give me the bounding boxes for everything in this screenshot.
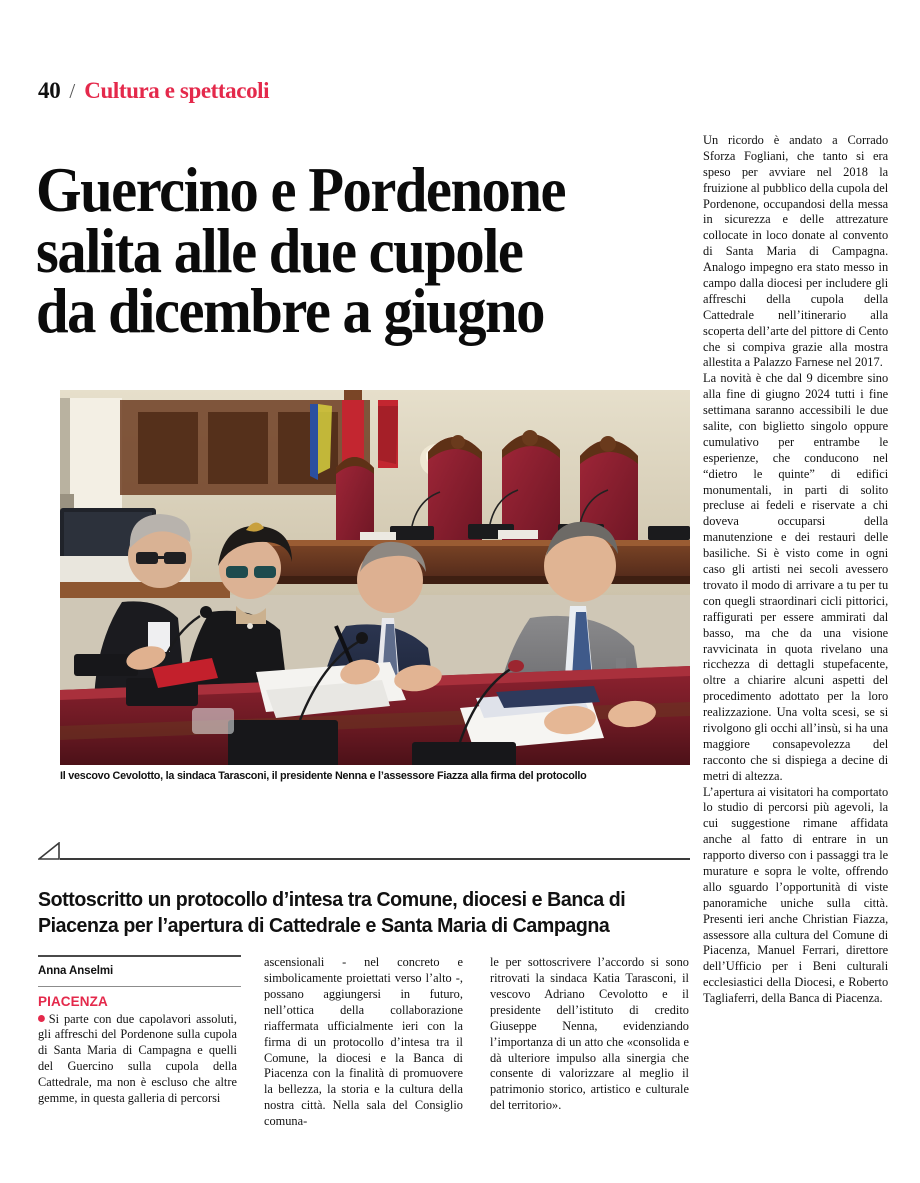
article-dateline: PIACENZA bbox=[38, 993, 108, 1009]
divider-line bbox=[60, 858, 690, 860]
byline-rule-bottom bbox=[38, 986, 241, 987]
byline-rule-top bbox=[38, 955, 241, 957]
article-subhead bbox=[38, 887, 664, 939]
section-title: Cultura e spettacoli bbox=[84, 78, 270, 103]
folio-separator: / bbox=[69, 79, 76, 103]
sidebar-paragraph-3: L’apertura ai visitatori ha comportato lo studio di percorsi più agevoli, la cui suggestione rimane affidata anche al fatto di entrare in un rapporto diverso con i passaggi tra le murature e sopra le volte, offrendo allo sguardo l’opportunità di viste panoramiche uniche sulla città. Presenti ieri anche Christian Fiazza, assessore alla cultura del Comune di Piacenza, Manuel Ferrari, direttore dell’Ufficio per i Beni culturali ecclesiastici della Diocesi, e Roberto Tagliaferri, della Banca di Piacenza. bbox=[703, 784, 889, 1006]
article-photo bbox=[60, 390, 690, 765]
headline-line-1: Guercino e Pordenone bbox=[36, 155, 565, 226]
subhead-line-1: Sottoscritto un protocollo d’intesa tra Comune, diocesi e Banca di bbox=[38, 888, 626, 911]
sidebar-paragraph-2: La novità è che dal 9 dicembre sino alla fine di giugno 2024 tutti i fine settimana saranno accessibili le due salite, con biglietto singolo oppure cumulativo per entrambe le esperienze, che conducono nel “dietro le quinte” di edifici monumentali, in parti di solito precluse ai fedeli e riservate a chi doveva occuparsi della manutenzione e dei restauri delle basiliche. Si è visto come in ogni caso gli artisti nei secoli avessero trovato il modo di arrivare a tu per tu con quegli straordinari cicli pittorici, raffigurati per essere ammirati dal basso, ma che da una visione ravvicinata in quota rivelano una ricchezza di dettagli stupefacente, oltre a chiarire alcuni aspetti del procedimento adottato per la loro realizzazione. Una volta scesi, se si rivolgono gli occhi all’insù, si ha una maggiore consapevolezza del racconto che si dispiega a decine di metri di altezza. bbox=[703, 371, 889, 783]
body-text-2: ascensionali - nel concreto e simbolicamente proiettati verso l’alto -, possano aggiungersi in futuro, nell’ottica della collaborazione riaffermata ufficialmente ieri con la firma di un protocollo d’intesa tra il Comune, la diocesi e la Banca di Piacenza con la finalità di promuovere la bellezza, la storia e la cultura della nostra città. Nella sala del Consiglio comuna- bbox=[264, 955, 463, 1129]
headline-line-3: da dicembre a giugno bbox=[36, 276, 544, 347]
page-masthead bbox=[38, 78, 718, 104]
body-text-3: le per sottoscrivere l’accordo si sono ritrovati la sindaca Katia Tarasconi, il vescovo Adriano Cevolotto e il presidente dell’istituto di credito Giuseppe Nenna, evidenziando l’importanza di un atto che «consolida e dà ulteriore impulso alla sinergia che consente di valorizzare al meglio il patrimonio storico, artistico e culturale del territorio». bbox=[490, 955, 689, 1113]
body-column-3 bbox=[490, 955, 693, 1170]
sidebar-column bbox=[703, 133, 888, 1168]
headline-line-2: salita alle due cupole bbox=[36, 215, 523, 286]
subhead-line-2: Piacenza per l’apertura di Cattedrale e Santa Maria di Campagna bbox=[38, 914, 610, 938]
body-text-1-content: Si parte con due capolavori assoluti, gli affreschi del Pordenone sulla cupola di Santa Maria di Campagna e quelli del Guercino sulla cupola della Cattedrale, ma non è escluso che altre gemme, in questa galleria di percorsi bbox=[38, 1011, 237, 1106]
photo-caption: Il vescovo Cevolotto, la sindaca Tarasconi, il presidente Nenna e l’assessore Fiazza alla firma del protocollo bbox=[60, 770, 587, 782]
section-divider bbox=[38, 842, 690, 864]
folio-number: 40 bbox=[38, 78, 61, 103]
article-byline: Anna Anselmi bbox=[38, 964, 114, 977]
body-text-1 bbox=[38, 1012, 237, 1108]
body-column-2 bbox=[264, 955, 467, 1170]
council-chamber-photo-art bbox=[60, 390, 690, 765]
photo-image bbox=[60, 390, 690, 765]
body-column-1 bbox=[38, 955, 241, 1170]
lead-bullet-icon bbox=[38, 1015, 45, 1022]
article-body-columns bbox=[38, 955, 693, 1170]
article-headline bbox=[36, 155, 650, 347]
sidebar-paragraph-1: Un ricordo è andato a Corrado Sforza Fogliani, che tanto si era speso per avviare nel 2018 la fruizione al pubblico della cupola del Pordenone, occupandosi della messa in sicurezza e delle attrezature collocate in loco donate al convento di Santa Maria di Campagna. Analogo impegno era stato messo in campo dalla diocesi per includere gli affreschi della cupola della Cattedrale nell’itinerario alla scoperta dell’arte del pittore di Cento che si compiva grazie alla mostra allestita a Palazzo Farnese nel 2017. bbox=[703, 133, 889, 370]
